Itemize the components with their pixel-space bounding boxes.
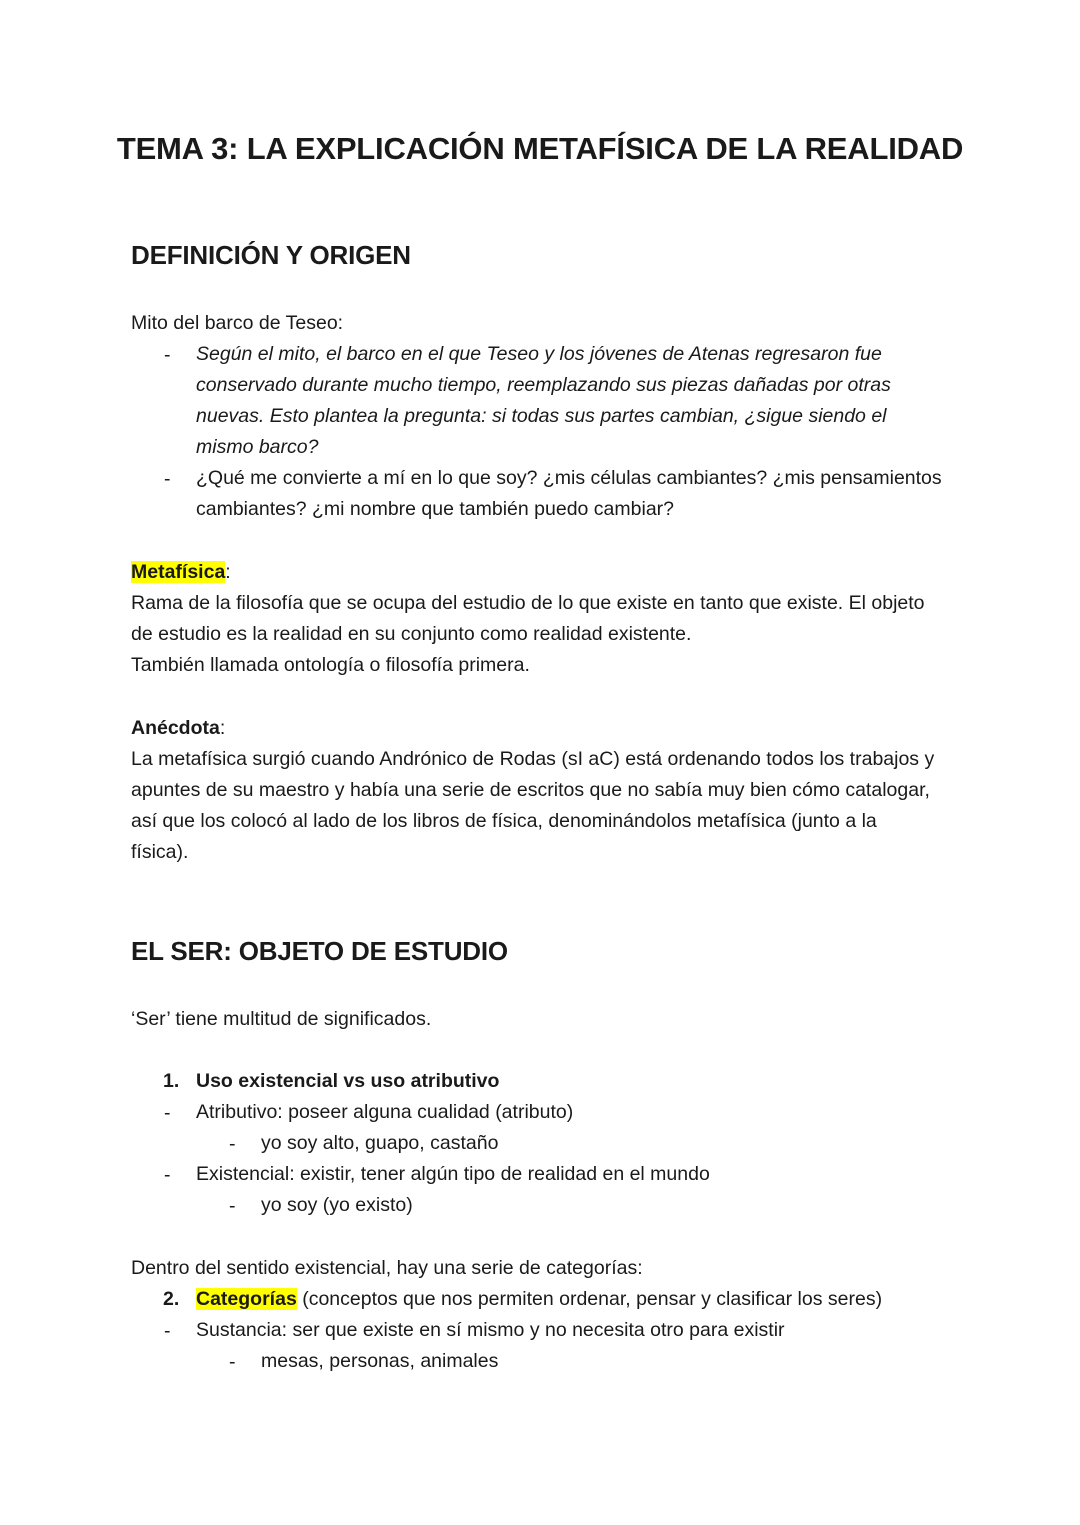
bullet1-line2: conservado durante mucho tiempo, reemplazando sus piezas dañadas por otras — [196, 374, 891, 396]
bullet-dash: - — [164, 1102, 171, 1124]
metafisica-label: Metafísica — [131, 561, 226, 583]
bullet2-line1: ¿Qué me convierte a mí en lo que soy? ¿mis células cambiantes? ¿mis pensamientos — [196, 467, 942, 489]
sustancia-line: Sustancia: ser que existe en sí mismo y no necesita otro para existir — [196, 1319, 785, 1341]
ser-intro: ‘Ser’ tiene multitud de significados. — [131, 1008, 432, 1030]
mito-intro: Mito del barco de Teseo: — [131, 312, 344, 334]
bullet1-line1: Según el mito, el barco en el que Teseo y los jóvenes de Atenas regresaron fue — [196, 343, 882, 365]
bullet-dash: - — [164, 468, 171, 490]
existencial-line: Existencial: existir, tener algún tipo de realidad en el mundo — [196, 1163, 710, 1185]
atributivo-line: Atributivo: poseer alguna cualidad (atributo) — [196, 1101, 574, 1123]
existencial-example: yo soy (yo existo) — [261, 1194, 413, 1216]
metafisica-line3: También llamada ontología o filosofía primera. — [131, 654, 530, 676]
anecdota-label-line — [131, 713, 225, 744]
atributivo-example: yo soy alto, guapo, castaño — [261, 1132, 499, 1154]
item1-label: Uso existencial vs uso atributivo — [196, 1070, 500, 1092]
anecdota-line2: apuntes de su maestro y había una serie de escritos que no sabía muy bien cómo catalogar, — [131, 779, 930, 801]
bullet2-line2: cambiantes? ¿mi nombre que también puedo cambiar? — [196, 498, 675, 520]
anecdota-line1: La metafísica surgió cuando Andrónico de Rodas (sI aC) está ordenando todos los trabajos y — [131, 748, 935, 770]
item2-number: 2. — [163, 1288, 180, 1310]
metafisica-label-line — [131, 557, 231, 588]
metafisica-line2: de estudio es la realidad en su conjunto como realidad existente. — [131, 623, 692, 645]
metafisica-line1: Rama de la filosofía que se ocupa del estudio de lo que existe en tanto que existe. El objeto — [131, 592, 925, 614]
anecdota-line4: física). — [131, 841, 189, 863]
section-heading-definicion: DEFINICIÓN Y ORIGEN — [131, 240, 411, 270]
categorias-label: Categorías — [196, 1288, 297, 1310]
anecdota-label: Anécdota — [131, 717, 220, 739]
bullet-dash: - — [164, 344, 171, 366]
dentro-line: Dentro del sentido existencial, hay una serie de categorías: — [131, 1257, 643, 1279]
colon: : — [219, 717, 226, 739]
bullet1-line3: nuevas. Esto plantea la pregunta: si todas sus partes cambian, ¿sigue siendo el — [196, 405, 887, 427]
bullet-dash: - — [164, 1320, 171, 1342]
section-heading-ser: EL SER: OBJETO DE ESTUDIO — [131, 936, 508, 966]
colon: : — [225, 561, 231, 583]
sub-bullet-dash: - — [229, 1195, 236, 1217]
bullet1-line4: mismo barco? — [196, 436, 319, 458]
categorias-rest: (conceptos que nos permiten ordenar, pensar y clasificar los seres) — [296, 1288, 883, 1310]
sub-bullet-dash: - — [229, 1351, 236, 1373]
anecdota-line3: así que los colocó al lado de los libros de física, denominándolos metafísica (junto a la — [131, 810, 877, 832]
sub-bullet-dash: - — [229, 1133, 236, 1155]
bullet-dash: - — [164, 1164, 171, 1186]
item2-line — [196, 1284, 882, 1315]
item1-number: 1. — [163, 1070, 180, 1092]
page-title: TEMA 3: LA EXPLICACIÓN METAFÍSICA DE LA REALIDAD — [116, 131, 964, 166]
sustancia-example: mesas, personas, animales — [261, 1350, 499, 1372]
